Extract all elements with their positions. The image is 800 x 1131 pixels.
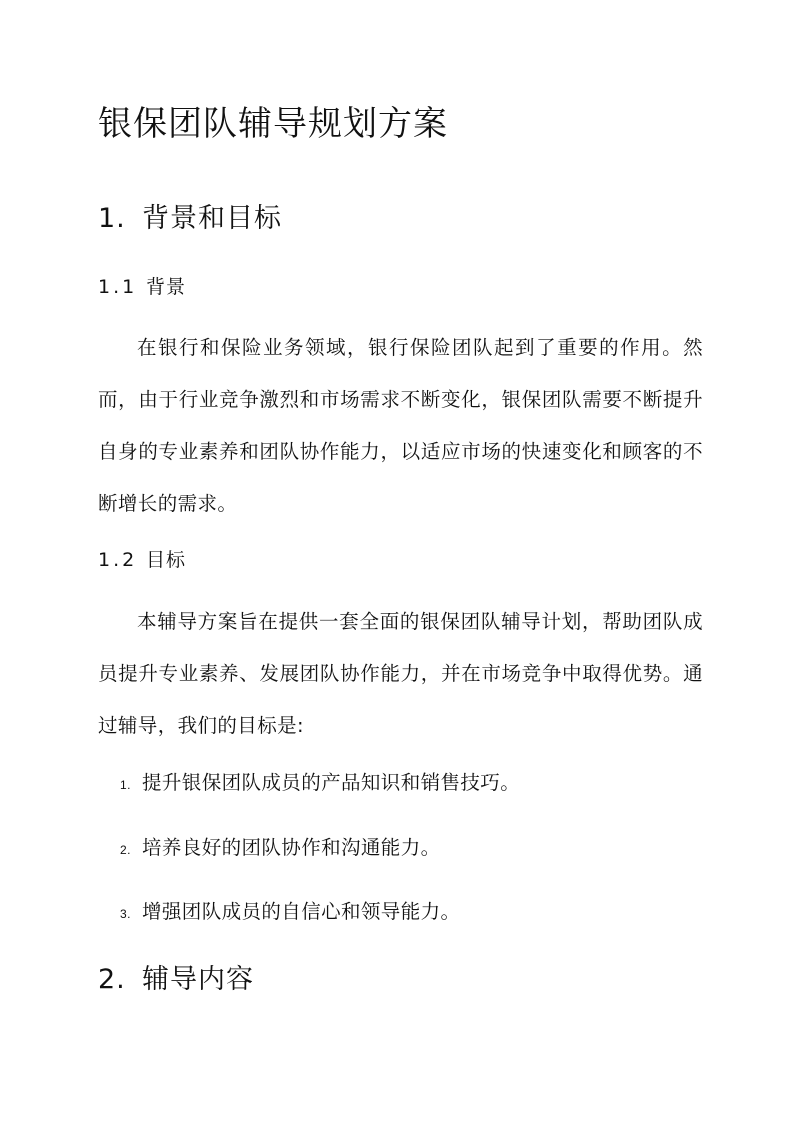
list-marker: 3. — [120, 907, 131, 921]
list-item — [120, 832, 441, 860]
list-item — [120, 767, 520, 795]
section-title: 背景和目标 — [142, 203, 282, 234]
list-text: 培养良好的团队协作和沟通能力。 — [142, 836, 441, 859]
subsection-number: 1.2 — [98, 549, 138, 571]
list-marker: 2. — [120, 843, 131, 857]
section-number: 1. — [98, 203, 126, 234]
subsection-title: 目标 — [146, 549, 187, 571]
section-number: 2. — [98, 964, 126, 995]
subsection-title: 背景 — [146, 276, 187, 298]
background-paragraph: 在银行和保险业务领域，银行保险团队起到了重要的作用。然而，由于行业竞争激烈和市场需求不断变化，银保团队需要不断提升自身的专业素养和团队协作能力，以适应市场的快速变化和顾客的不断增长的需求。 — [98, 336, 703, 515]
section-heading-1 — [98, 196, 282, 235]
document-title: 银保团队辅导规划方案 — [98, 104, 448, 144]
list-text: 提升银保团队成员的产品知识和销售技巧。 — [142, 771, 521, 794]
section-heading-2 — [98, 957, 254, 996]
subsection-number: 1.1 — [98, 276, 138, 298]
list-item — [120, 896, 460, 924]
subsection-heading-1-2 — [98, 545, 186, 572]
subsection-heading-1-1 — [98, 272, 186, 299]
section-title: 辅导内容 — [142, 964, 254, 995]
goal-paragraph: 本辅导方案旨在提供一套全面的银保团队辅导计划，帮助团队成员提升专业素养、发展团队协作能力，并在市场竞争中取得优势。通过辅导，我们的目标是: — [98, 610, 703, 737]
list-text: 增强团队成员的自信心和领导能力。 — [142, 900, 461, 923]
list-marker: 1. — [120, 778, 131, 792]
